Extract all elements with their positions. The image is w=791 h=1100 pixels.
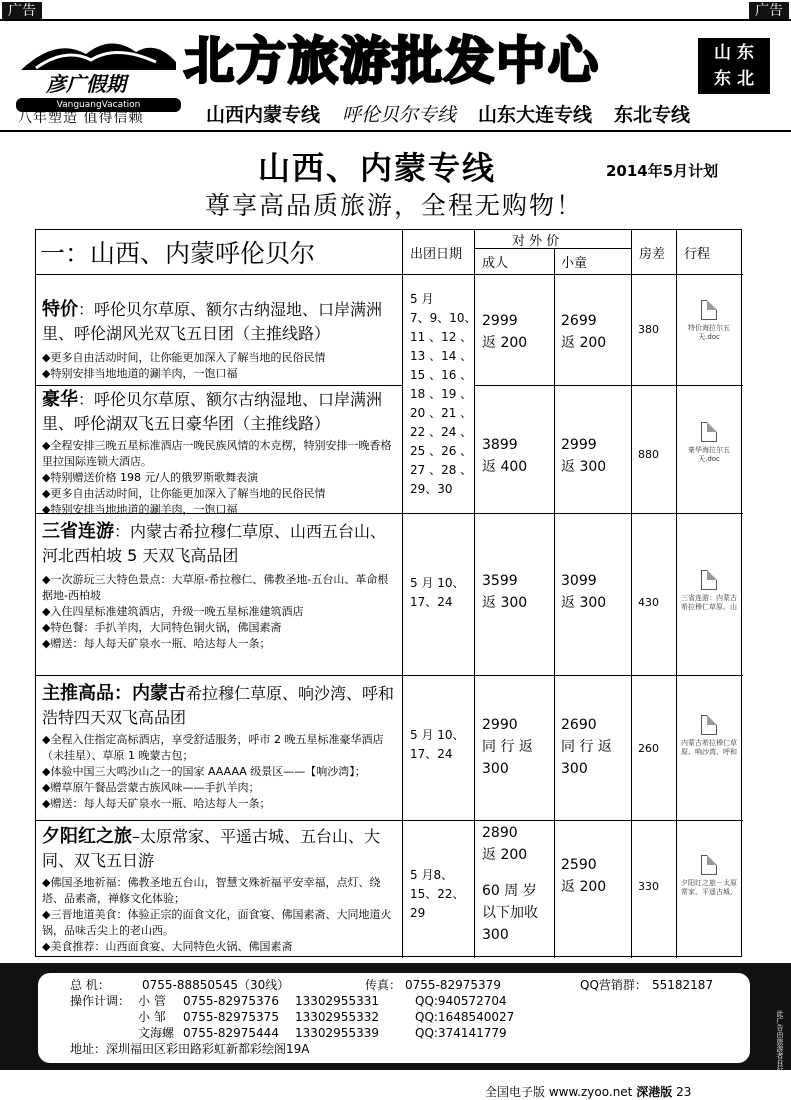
tour-bullets: ◆佛国圣地祈福：佛教圣地五台山，智慧文殊祈福平安幸福，点灯、绕塔、品素斋，禅修文化体验； ◆三晋地道美食：体验正宗的面食文化，面食宴、佛国素斋、大同地道火锅，品味舌尖上的老山西。 ◆美食推荐：山西面食宴、大同特色火锅、佛国素斋	[42, 876, 392, 953]
tour-bullets: ◆一次游玩三大特色景点：大草原-希拉穆仁、佛教圣地-五台山、革命根据地-西柏坡 ◆入住四星标准建筑酒店，升级一晚五星标准建筑酒店 ◆特色餐：手扒羊肉，大同特色铜火锅，佛国素斋 ◆赠送：每人每天矿泉水一瓶、哈达每人一条；	[42, 573, 389, 650]
document-icon	[701, 855, 717, 875]
dates-shared: 5 月 7、9、10、 11 、12 、 13 、14 、 15 、16 、 18 、19 、 20 、21 、 22 、24 、 25 、26 、 27 、28 、 29、30	[410, 292, 477, 496]
page-number: 23	[676, 1085, 692, 1099]
side-note: 此广告由旅游者自行负责	[776, 1010, 784, 1087]
col-date: 出团日期	[410, 247, 463, 262]
col-child: 小童	[561, 256, 588, 271]
slogan: 八年塑造 值得信赖	[18, 110, 144, 126]
route-line: 东北专线	[614, 104, 691, 126]
page-title: 山西、内蒙专线	[258, 149, 497, 187]
brand-name: 彦广假期	[46, 72, 126, 96]
child-price: 2999 返 300	[561, 437, 607, 475]
tour-bullets: ◆全程入住指定高标酒店，享受舒适服务，呼市 2 晚五星标准豪华酒店（未挂星）、草原 1 晚蒙古包； ◆体验中国三大鸣沙山之一的国家 AAAAA 级景区——【响沙湾】； ◆赠草原午餐品尝蒙古族风味——手扒羊肉； ◆赠送：每人每天矿泉水一瓶、哈达每人一条；	[42, 733, 384, 810]
section-title: 一：山西、内蒙呼伦贝尔	[40, 239, 316, 268]
site-link[interactable]: www.zyoo.net	[548, 1085, 633, 1099]
tour-dates: 5 月 10、17、24	[410, 576, 465, 609]
route-line: 山西内蒙专线	[206, 104, 321, 126]
adult-price: 3899 返 400	[482, 437, 528, 475]
itinerary-doc[interactable]: 豪华海拉尔五天.doc	[678, 422, 740, 464]
ad-tag-left: 广告	[2, 2, 42, 20]
child-price: 2690 同 行 返 300	[561, 717, 612, 777]
adult-price: 2999 返 200	[482, 313, 528, 351]
region-bottom: 东 北	[714, 69, 754, 89]
divider	[0, 130, 791, 132]
child-price: 2699 返 200	[561, 313, 607, 351]
route-line: 呼伦贝尔专线	[342, 104, 457, 126]
brand-en: VanguangVacation	[16, 98, 181, 112]
brand-logo	[16, 32, 181, 110]
region-badge	[698, 38, 770, 94]
footer	[0, 963, 791, 1070]
document-icon	[701, 422, 717, 442]
document-icon	[701, 300, 717, 320]
tour-bullets: ◆更多自由活动时间，让你能更加深入了解当地的民俗民情 ◆特别安排当地地道的涮羊肉，一饱口福	[42, 351, 326, 380]
tour-title: 豪华：呼伦贝尔草原、额尔古纳湿地、口岸满洲里、呼伦湖双飞五日豪华团（主推线路）	[42, 389, 383, 433]
room-diff: 880	[638, 448, 659, 461]
itinerary-doc[interactable]: 三省连游：内蒙古希拉穆仁草原、山	[678, 570, 740, 612]
tour-title: 三省连游：内蒙古希拉穆仁草原、山西五台山、河北西柏坡 5 天双飞高品团	[42, 521, 387, 565]
tour-dates: 5 月 10、17、24	[410, 728, 465, 761]
adult-price: 2890 返 200 60 周 岁 以下加收 300	[482, 825, 538, 943]
tour-title: 特价：呼伦贝尔草原、额尔古纳湿地、口岸满洲里、呼伦湖风光双飞五日团（主推线路）	[42, 299, 383, 343]
room-diff: 260	[638, 742, 659, 755]
contact-box: 总 机： 0755-88850545（30线） 传真： 0755-82975379 QQ营销群： 55182187 操作计调： 小 管 0755-82975376 13302955331 QQ:940572704 小 邹 0755-82975375 13302955332 QQ:1648540027 文海螺 0755-82975444 13302955339 QQ:374141779 地址：深圳福田区彩田路彩虹新都彩绘阁19A	[38, 973, 750, 1063]
document-icon	[701, 715, 717, 735]
adult-price: 2990 同 行 返 300	[482, 717, 533, 777]
room-diff: 430	[638, 596, 659, 609]
route-lines	[206, 100, 712, 127]
tour-title: 主推高品：内蒙古希拉穆仁草原、响沙湾、呼和浩特四天双飞高品团	[42, 683, 395, 727]
col-itin: 行程	[684, 247, 711, 262]
child-price: 2590 返 200	[561, 857, 607, 895]
tour-title: 夕阳红之旅–太原常家、平遥古城、五台山、大同、双飞五日游	[42, 826, 381, 870]
region-top: 山 东	[714, 43, 754, 63]
page-footer: 全国电子版 www.zyoo.net 深港版 23	[485, 1085, 692, 1099]
mountain-icon	[16, 32, 181, 72]
itinerary-doc[interactable]: 特价海拉尔五天.doc	[678, 300, 740, 342]
plan-label: 2014年5月计划	[606, 162, 719, 180]
ad-tag-right: 广告	[749, 2, 789, 20]
tour-bullets: ◆全程安排三晚五星标准酒店一晚民族风情的木克楞，特别安排一晚香格里拉国际连锁大酒店。 ◆特别赠送价格 198 元/人的俄罗斯歌舞表演 ◆更多自由活动时间，让你能更加深入了解当地的民俗民情 ◆特别安排当地地道的涮羊肉，一饱口福	[42, 439, 392, 516]
col-diff: 房差	[639, 247, 666, 262]
col-adult: 成人	[482, 256, 509, 271]
child-price: 3099 返 300	[561, 573, 607, 611]
document-icon	[701, 570, 717, 590]
route-line: 山东大连专线	[478, 104, 593, 126]
main-title: 北方旅游批发中心	[184, 32, 600, 90]
col-price: 对 外 价	[512, 234, 560, 249]
subtitle: 尊享高品质旅游，全程无购物！	[205, 191, 584, 220]
tour-dates: 5 月8、15、22、29	[410, 868, 465, 920]
room-diff: 330	[638, 880, 659, 893]
tour-table	[35, 229, 742, 957]
adult-price: 3599 返 300	[482, 573, 528, 611]
room-diff: 380	[638, 323, 659, 336]
header	[6, 22, 786, 132]
itinerary-doc[interactable]: 内蒙古希拉穆仁草原、响沙湾、呼和	[678, 715, 740, 757]
divider	[0, 19, 791, 21]
itinerary-doc[interactable]: 夕阳红之旅－太原常家、平遥古城、	[678, 855, 740, 897]
